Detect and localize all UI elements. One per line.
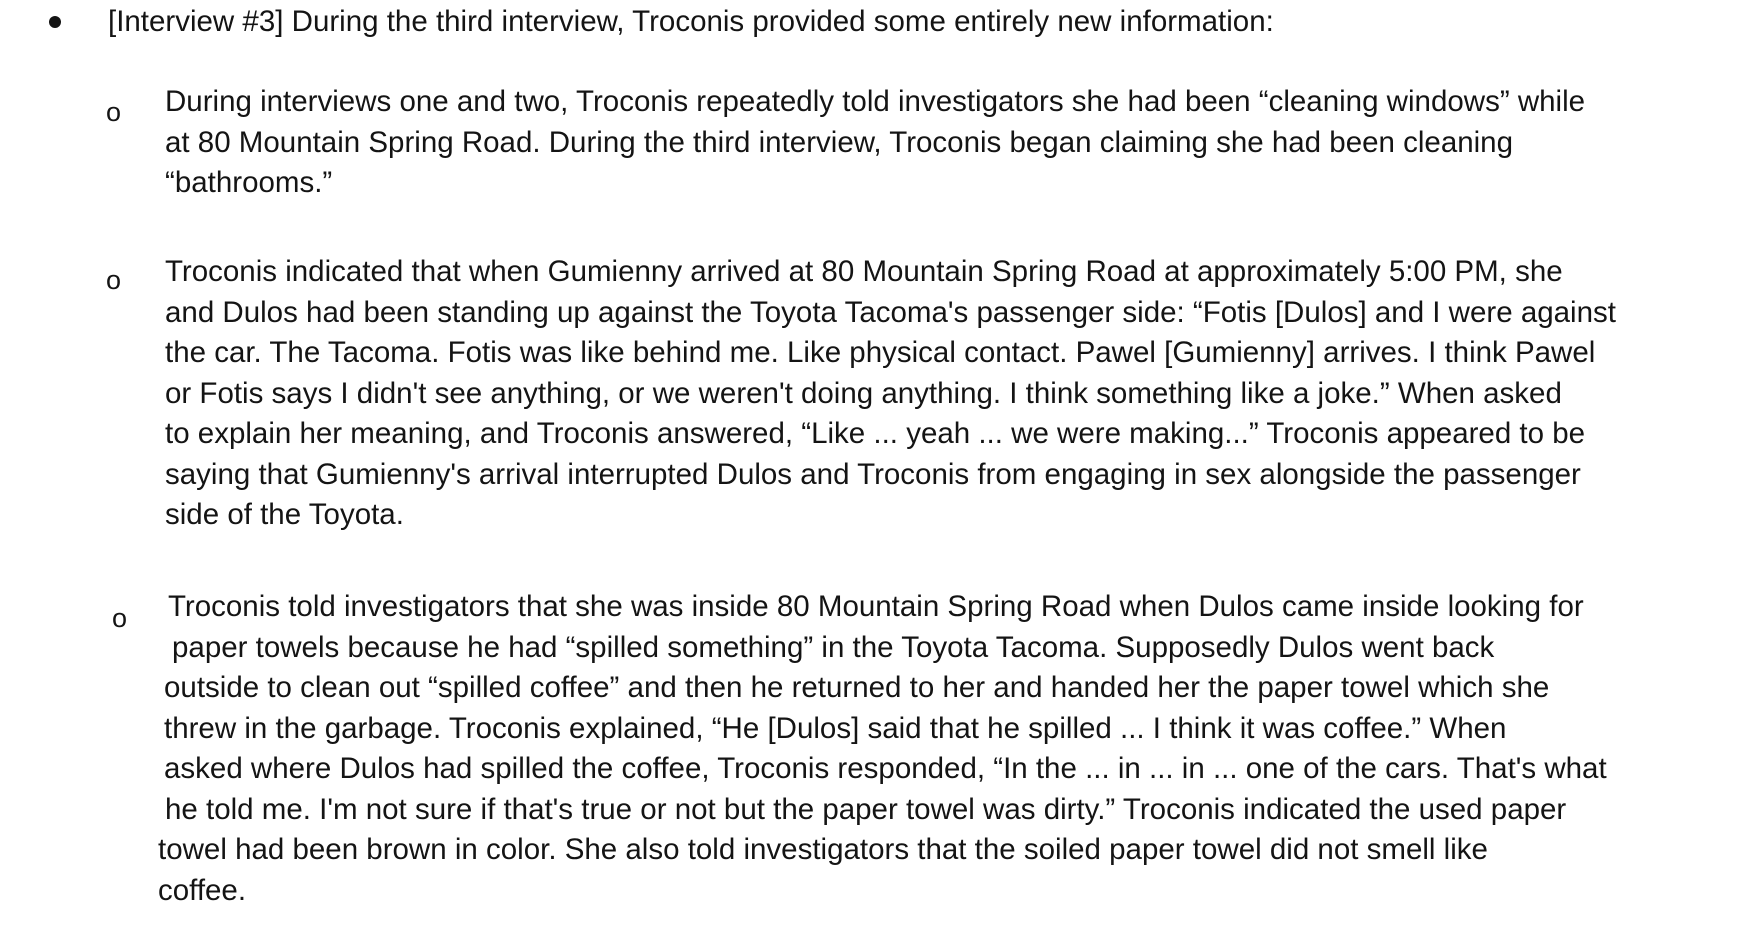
text-line: saying that Gumienny's arrival interrupted Dulos and Troconis from engaging in sex alongside the passenger <box>165 457 1581 491</box>
text-line: outside to clean out “spilled coffee” and then he returned to her and handed her the paper towel which she <box>164 671 1550 704</box>
text-line: Troconis indicated that when Gumienny arrived at 80 Mountain Spring Road at approximately 5:00 PM, she <box>165 255 1563 288</box>
sub-bullet-marker: o <box>106 97 122 127</box>
sub-item-interview-locations <box>165 82 1585 204</box>
sub-item-gumienny-arrival <box>165 252 1616 536</box>
main-bullet-text: [Interview #3] During the third interview, Troconis provided some entirely new information: <box>108 5 1274 38</box>
sub-bullet-marker: o <box>106 265 122 295</box>
text-line: he told me. I'm not sure if that's true or not but the paper towel was dirty.” Troconis indicated the used paper <box>165 792 1567 826</box>
text-line: to explain her meaning, and Troconis answered, “Like ... yeah ... we were making...” Troconis appeared to be <box>165 417 1586 450</box>
text-line: “bathrooms.” <box>165 166 333 199</box>
text-line: towel had been brown in color. She also told investigators that the soiled paper towel did not smell like <box>158 833 1488 866</box>
text-line: During interviews one and two, Troconis repeatedly told investigators she had been “cleaning windows” while <box>165 85 1586 118</box>
bullet-marker <box>49 16 61 28</box>
text-line: at 80 Mountain Spring Road. During the third interview, Troconis began claiming she had been cleaning <box>165 125 1513 159</box>
text-line: paper towels because he had “spilled something” in the Toyota Tacoma. Supposedly Dulos went back <box>172 630 1495 664</box>
text-line: and Dulos had been standing up against the Toyota Tacoma's passenger side: “Fotis [Dulos] and I were against <box>165 295 1616 329</box>
text-line: coffee. <box>158 873 247 907</box>
text-line: Troconis told investigators that she was inside 80 Mountain Spring Road when Dulos came inside looking for <box>168 590 1584 623</box>
text-line: or Fotis says I didn't see anything, or we weren't doing anything. I think something like a joke.” When asked <box>165 376 1562 410</box>
text-line: side of the Toyota. <box>165 498 404 531</box>
text-line: asked where Dulos had spilled the coffee, Troconis responded, “In the ... in ... in ... one of the cars. That's what <box>164 752 1607 785</box>
text-line: the car. The Tacoma. Fotis was like behind me. Like physical contact. Pawel [Gumienny] arrives. I think Pawel <box>165 336 1596 369</box>
text-line: threw in the garbage. Troconis explained, “He [Dulos] said that he spilled ... I think it was coffee.” When <box>164 711 1507 745</box>
sub-item-paper-towel <box>158 587 1607 911</box>
sub-bullet-marker: o <box>112 603 128 633</box>
